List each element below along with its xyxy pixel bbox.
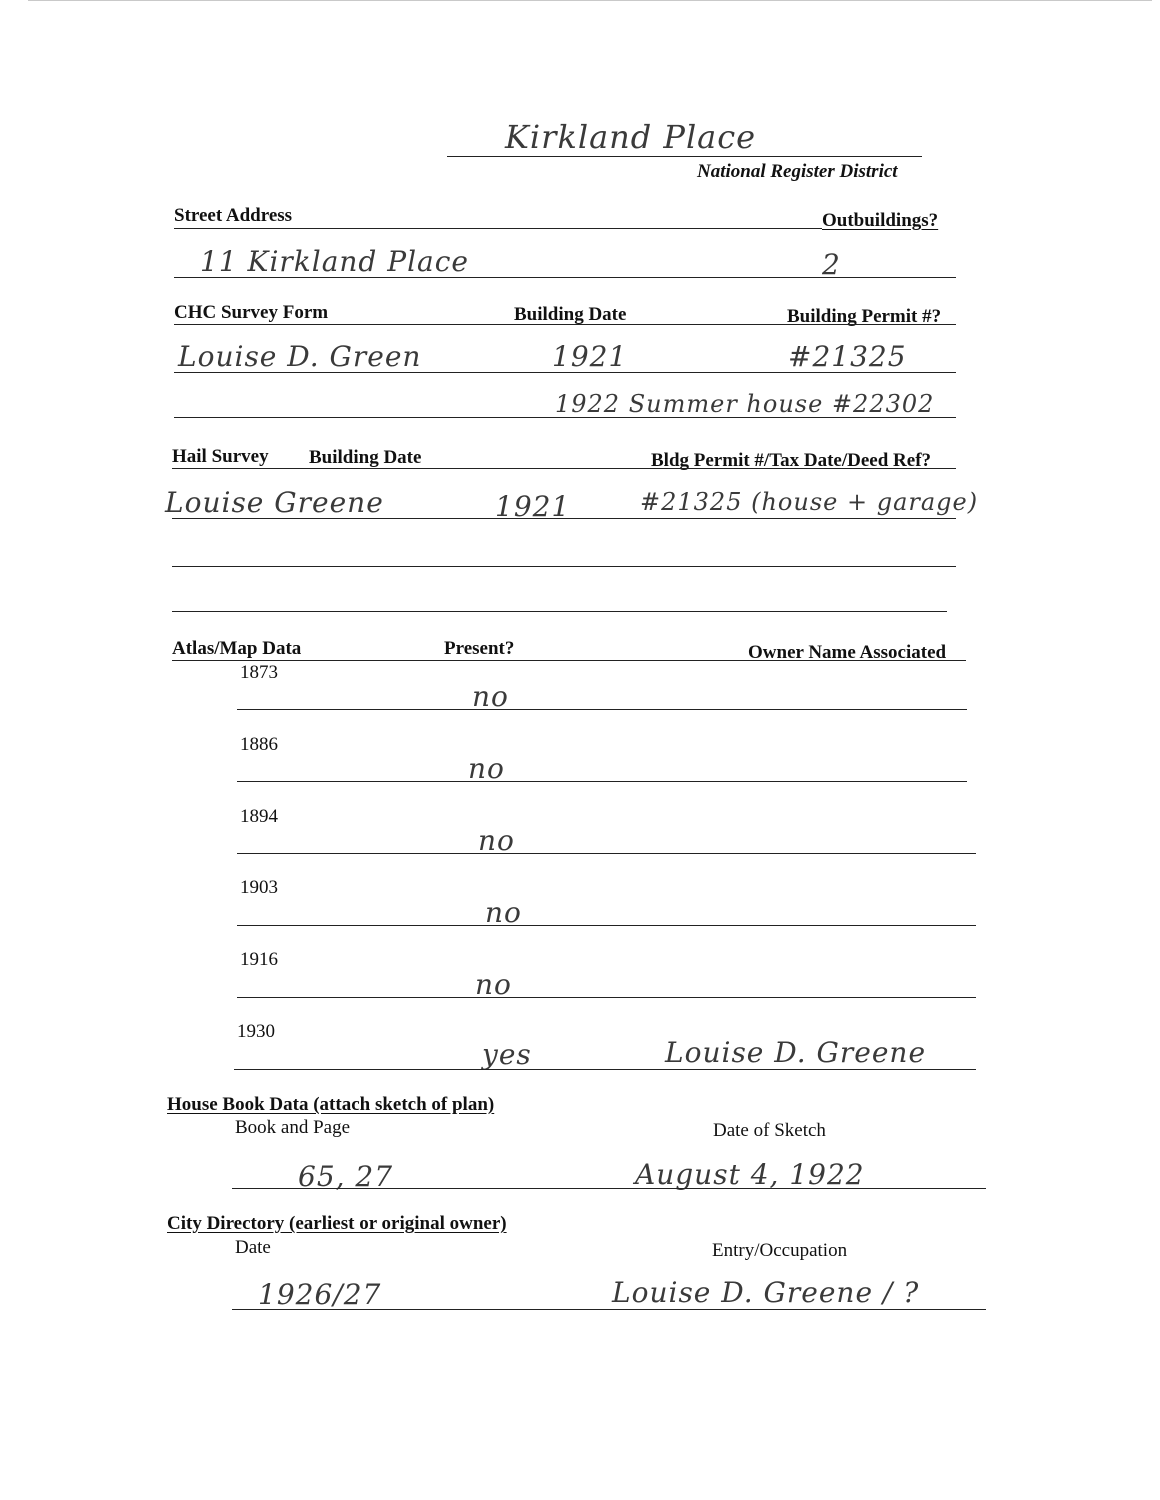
- atlas-present-value: no: [478, 824, 515, 857]
- atlas-year: 1886: [240, 734, 278, 755]
- house-book-value-line: [232, 1188, 986, 1189]
- hail-blank-line-1: [172, 566, 956, 567]
- atlas-map-data-label: Atlas/Map Data: [172, 638, 302, 659]
- chc-summer-house-note: 1922 Summer house #22302: [555, 390, 935, 418]
- atlas-year: 1930: [237, 1021, 275, 1042]
- district-line: [447, 156, 922, 157]
- chc-building-permit-label: Building Permit #?: [787, 306, 942, 327]
- hail-name-value: Louise Greene: [165, 486, 384, 519]
- chc-building-date-label: Building Date: [514, 304, 627, 325]
- directory-date-label: Date: [235, 1237, 271, 1258]
- hail-bldg-permit-label: Bldg Permit #/Tax Date/Deed Ref?: [651, 450, 932, 471]
- city-directory-value-line: [232, 1309, 986, 1310]
- atlas-present-value: no: [475, 968, 512, 1001]
- house-book-data-label: House Book Data (attach sketch of plan): [167, 1094, 495, 1115]
- atlas-row-line: [237, 781, 967, 782]
- hail-blank-line-2: [172, 611, 947, 612]
- atlas-present-value: no: [468, 752, 505, 785]
- date-of-sketch-label: Date of Sketch: [713, 1120, 826, 1141]
- address-header-line: [174, 228, 822, 229]
- atlas-present-value: no: [485, 896, 522, 929]
- hail-survey-label: Hail Survey: [172, 446, 269, 467]
- entry-occupation-label: Entry/Occupation: [712, 1240, 848, 1261]
- directory-date-value: 1926/27: [258, 1278, 382, 1311]
- book-and-page-label: Book and Page: [235, 1117, 351, 1138]
- district-name-handwritten: Kirkland Place: [505, 118, 757, 156]
- chc-header-line: [174, 324, 956, 325]
- atlas-year: 1903: [240, 877, 278, 898]
- outbuildings-label: Outbuildings?: [822, 210, 939, 231]
- book-and-page-value: 65, 27: [298, 1160, 394, 1193]
- district-label: National Register District: [697, 161, 898, 182]
- atlas-owner-label: Owner Name Associated: [748, 642, 947, 663]
- atlas-present-value: no: [472, 680, 509, 713]
- atlas-row-line: [237, 925, 976, 926]
- chc-survey-form-value: Louise D. Green: [178, 340, 422, 373]
- hail-ref-value: #21325 (house + garage): [640, 488, 979, 516]
- atlas-row-line: [237, 997, 976, 998]
- chc-value-line: [174, 372, 956, 373]
- outbuildings-value: 2: [822, 248, 841, 281]
- atlas-row-line: [237, 709, 967, 710]
- street-address-label: Street Address: [174, 205, 293, 226]
- street-address-value: 11 Kirkland Place: [200, 245, 469, 278]
- address-value-line: [174, 277, 956, 278]
- hail-header-line: [172, 468, 956, 469]
- scan-top-edge: [28, 0, 1152, 1]
- atlas-present-label: Present?: [444, 638, 515, 659]
- chc-survey-form-label: CHC Survey Form: [174, 302, 329, 323]
- atlas-row-line: [234, 1069, 976, 1070]
- atlas-owner-value: Louise D. Greene: [665, 1036, 927, 1069]
- atlas-header-line: [172, 660, 966, 661]
- atlas-year: 1916: [240, 949, 278, 970]
- atlas-present-value: yes: [482, 1038, 532, 1071]
- chc-building-permit-value: #21325: [788, 340, 907, 373]
- atlas-row-line: [237, 853, 976, 854]
- entry-occupation-value: Louise D. Greene / ?: [612, 1276, 920, 1309]
- hail-value-line: [172, 518, 956, 519]
- chc-building-date-value: 1921: [552, 340, 628, 373]
- hail-building-date-value: 1921: [495, 490, 571, 523]
- date-of-sketch-value: August 4, 1922: [635, 1158, 865, 1191]
- atlas-year: 1873: [240, 662, 278, 683]
- chc-extra-line: [174, 417, 956, 418]
- hail-building-date-label: Building Date: [309, 447, 422, 468]
- atlas-year: 1894: [240, 806, 278, 827]
- city-directory-label: City Directory (earliest or original owner): [167, 1213, 507, 1234]
